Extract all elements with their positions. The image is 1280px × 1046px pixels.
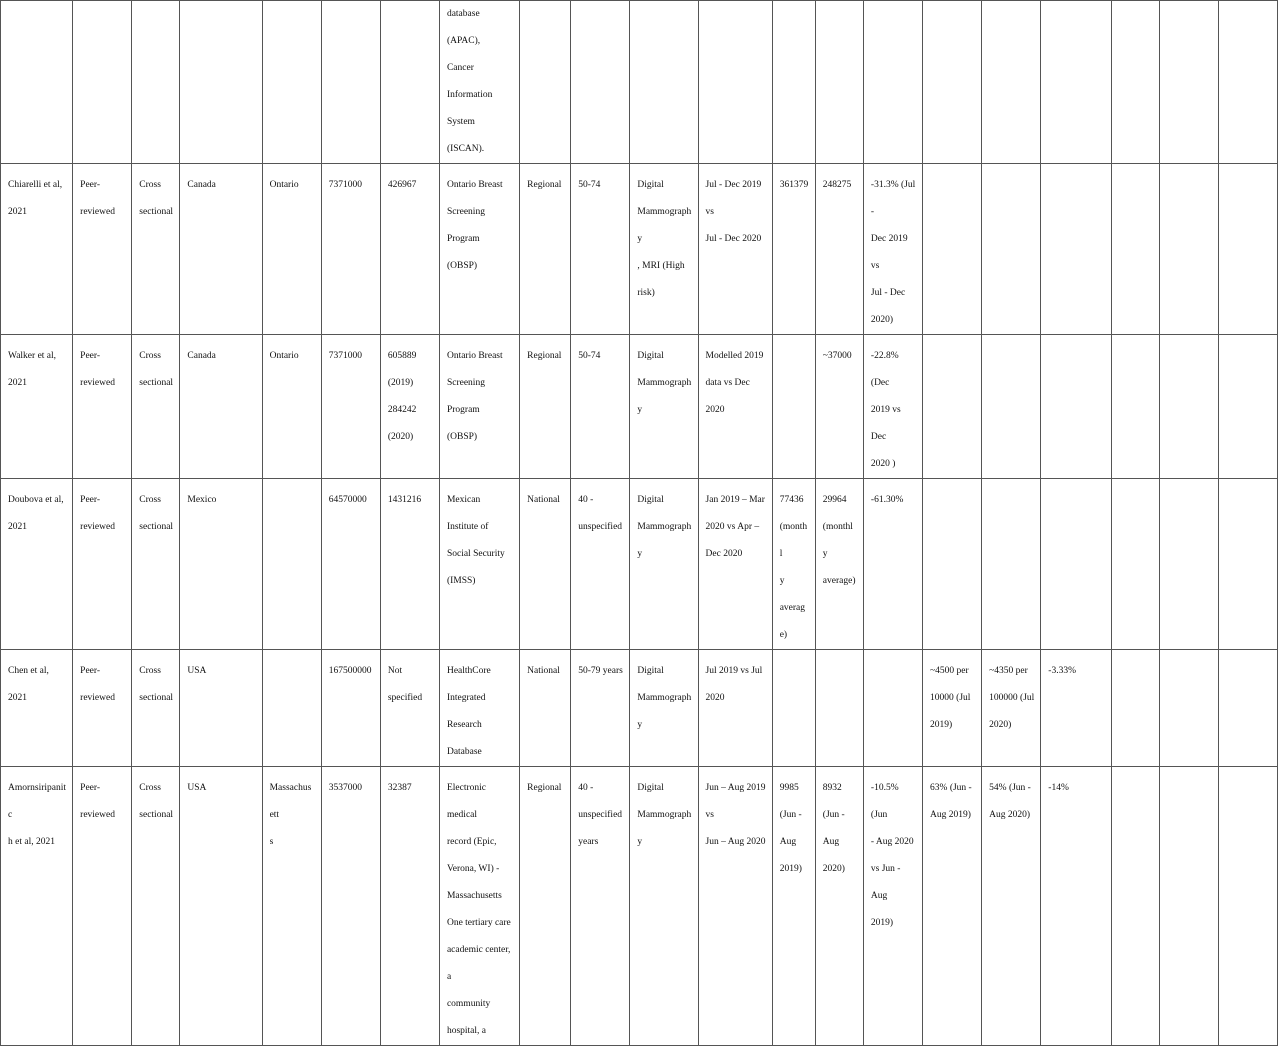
cell-line: 605889 <box>387 351 417 361</box>
cell-line: Dec 2019 vs <box>870 234 908 271</box>
cell-line: Chen et al, 2021 <box>8 666 49 703</box>
table-cell <box>321 650 380 767</box>
table-cell <box>520 650 571 767</box>
table-cell <box>321 335 380 479</box>
table-cell <box>571 164 630 335</box>
table-cell <box>630 479 698 650</box>
cell-line: Canada <box>187 180 216 190</box>
cell-line: 2019 vs Dec <box>870 405 901 442</box>
cell-line: Amornsiripanitc <box>8 783 67 820</box>
cell-line: 2021 <box>8 522 27 532</box>
table-cell <box>863 335 922 479</box>
table-cell <box>73 164 132 335</box>
table-cell <box>630 335 698 479</box>
cell-line: (OBSP) <box>446 261 478 271</box>
cell-line: 2020 <box>705 693 725 703</box>
cell-line: Ontario <box>269 180 299 190</box>
cell-line: 9985 <box>779 783 799 793</box>
table-cell <box>772 1 815 164</box>
cell-line: 63% (Jun - <box>930 783 972 793</box>
cell-line: 77436 <box>779 495 804 505</box>
cell-line: Jun – Aug 2019 <box>705 783 766 793</box>
table-cell <box>1 164 73 335</box>
cell-line: -3.33% <box>1048 666 1076 676</box>
table-row <box>1 767 1278 1046</box>
table-cell <box>772 767 815 1046</box>
cell-line: y <box>779 576 785 586</box>
table-cell <box>439 767 519 1046</box>
cell-line: sectional <box>139 693 174 703</box>
cell-line: Jul - Dec 2020 <box>705 234 762 244</box>
cell-line: (Jun - <box>779 810 802 820</box>
table-cell <box>863 767 922 1046</box>
cell-line: Peer- <box>80 666 101 676</box>
table-cell <box>1 650 73 767</box>
table-cell <box>698 1 772 164</box>
table-cell <box>923 335 982 479</box>
table-cell <box>698 164 772 335</box>
table-cell <box>863 479 922 650</box>
table-row <box>1 164 1278 335</box>
table-cell <box>1218 335 1277 479</box>
cell-line: System (ISCAN). <box>446 117 485 154</box>
cell-line: 2020) <box>870 315 894 325</box>
cell-line: 2019) <box>779 864 802 874</box>
table-cell <box>262 767 321 1046</box>
cell-line: reviewed <box>80 378 115 388</box>
cell-line: Mexico <box>187 495 217 505</box>
cell-line: Mammography <box>637 207 692 244</box>
table-cell <box>815 164 863 335</box>
cell-line: USA <box>187 783 207 793</box>
table-cell <box>262 479 321 650</box>
cell-line: (2020) <box>387 432 414 442</box>
cell-line: 8932 <box>822 783 842 793</box>
table-cell <box>815 650 863 767</box>
table-cell <box>180 164 262 335</box>
cell-line: USA <box>187 666 207 676</box>
cell-line: reviewed <box>80 810 115 820</box>
cell-line: 1431216 <box>387 495 422 505</box>
cell-line: 3537000 <box>328 783 362 793</box>
table-cell <box>321 479 380 650</box>
table-cell <box>380 650 439 767</box>
table-cell <box>863 164 922 335</box>
cell-line: Digital <box>637 495 664 505</box>
table-cell <box>73 479 132 650</box>
table-cell <box>630 1 698 164</box>
table-cell <box>380 767 439 1046</box>
table-cell <box>571 479 630 650</box>
cell-line: -61.30% <box>870 495 904 505</box>
cell-line: One tertiary care <box>446 918 511 928</box>
table-cell <box>132 650 180 767</box>
cell-line: Dec 2020 <box>705 549 743 559</box>
cell-line: 50-79 years <box>578 666 623 676</box>
table-cell <box>439 335 519 479</box>
cell-line: Peer- <box>80 783 101 793</box>
table-cell <box>698 479 772 650</box>
table-cell <box>380 164 439 335</box>
table-cell <box>1218 767 1277 1046</box>
table-cell <box>772 650 815 767</box>
cell-line: Mexican Institute of <box>446 495 489 532</box>
table-cell <box>1159 335 1218 479</box>
cell-line: Peer- <box>80 495 101 505</box>
cell-line: hospital, a <box>446 1026 487 1036</box>
table-cell <box>380 335 439 479</box>
table-cell <box>1112 650 1159 767</box>
cell-line: community <box>446 999 491 1009</box>
cell-line: National <box>527 495 560 505</box>
table-cell <box>982 1 1041 164</box>
cell-line: Peer- <box>80 351 101 361</box>
cell-line: record (Epic, <box>446 837 497 847</box>
cell-line: sectional <box>139 207 174 217</box>
table-cell <box>923 479 982 650</box>
table-cell <box>520 164 571 335</box>
cell-line: sectional <box>139 810 174 820</box>
table-cell <box>1159 479 1218 650</box>
table-cell <box>571 650 630 767</box>
cell-line: Mammography <box>637 810 692 847</box>
cell-line: ~4350 per <box>989 666 1028 676</box>
cell-line: (OBSP) <box>446 432 478 442</box>
cell-line: Digital <box>637 666 664 676</box>
table-cell <box>698 767 772 1046</box>
cell-line: Screening Program <box>446 378 485 415</box>
cell-line: Massachusett <box>269 783 312 820</box>
table-cell <box>923 650 982 767</box>
cell-line: sectional <box>139 378 174 388</box>
cell-line: Peer- <box>80 180 101 190</box>
table-cell <box>1041 479 1112 650</box>
table-cell <box>815 335 863 479</box>
table-cell <box>772 479 815 650</box>
table-cell <box>1112 335 1159 479</box>
cell-line: -10.5% (Jun <box>870 783 899 820</box>
cell-line: Regional <box>527 180 562 190</box>
cell-line: National <box>527 666 560 676</box>
cell-line: 2020) <box>822 864 845 874</box>
table-cell <box>321 1 380 164</box>
table-cell <box>815 479 863 650</box>
table-cell <box>180 335 262 479</box>
table-cell <box>982 164 1041 335</box>
cell-line: 2019) <box>870 918 894 928</box>
cell-line: academic center, a <box>446 945 511 982</box>
cell-line: Aug <box>779 837 797 847</box>
cell-line: -31.3% (Jul - <box>870 180 916 217</box>
cell-line: 248275 <box>822 180 852 190</box>
table-cell <box>1041 1 1112 164</box>
table-cell <box>321 164 380 335</box>
cell-line: Jul 2019 vs Jul <box>705 666 763 676</box>
table-cell <box>180 1 262 164</box>
cell-line: database (APAC), <box>446 9 481 46</box>
cell-line: - Aug 2020 <box>870 837 914 847</box>
cell-line: s <box>269 837 274 847</box>
table-cell <box>180 479 262 650</box>
cell-line: Cancer Information <box>446 63 493 100</box>
cell-line: (2019) <box>387 378 414 388</box>
cell-line: Mammography <box>637 693 692 730</box>
table-cell <box>815 767 863 1046</box>
cell-line: Verona, WI) - <box>446 864 500 874</box>
cell-line: Modelled 2019 <box>705 351 764 361</box>
table-cell <box>1112 164 1159 335</box>
cell-line: (IMSS) <box>446 576 476 586</box>
cell-line: Social Security <box>446 549 505 559</box>
cell-line: Ontario Breast <box>446 351 503 361</box>
table-cell <box>439 479 519 650</box>
table-row <box>1 1 1278 164</box>
table-row <box>1 650 1278 767</box>
cell-line: Cross <box>139 783 161 793</box>
table-cell <box>520 479 571 650</box>
cell-line: Jun – Aug 2020 <box>705 837 766 847</box>
table-cell <box>262 650 321 767</box>
cell-line: reviewed <box>80 207 115 217</box>
cell-line: Walker et al, <box>8 351 57 361</box>
cell-line: h et al, 2021 <box>8 837 55 847</box>
table-cell <box>772 164 815 335</box>
table-cell <box>1 1 73 164</box>
table-cell <box>73 767 132 1046</box>
table-cell <box>863 650 922 767</box>
cell-line: Electronic medical <box>446 783 486 820</box>
table-row <box>1 479 1278 650</box>
table-cell <box>132 479 180 650</box>
cell-line: Ontario <box>269 351 299 361</box>
table-cell <box>520 1 571 164</box>
table-cell <box>1041 767 1112 1046</box>
table-cell <box>863 1 922 164</box>
table-cell <box>630 767 698 1046</box>
cell-line: ~4500 per <box>930 666 969 676</box>
table-cell <box>132 164 180 335</box>
table-cell <box>180 767 262 1046</box>
table-cell <box>923 164 982 335</box>
table-cell <box>1041 164 1112 335</box>
table-cell <box>1112 479 1159 650</box>
table-cell <box>1159 767 1218 1046</box>
table-cell <box>571 1 630 164</box>
table-cell <box>1112 767 1159 1046</box>
table-cell <box>630 650 698 767</box>
cell-line: 54% (Jun - <box>989 783 1031 793</box>
cell-line: 29964 <box>822 495 847 505</box>
cell-line: Jul - Dec <box>870 288 906 298</box>
cell-line: (monthly <box>822 522 853 559</box>
cell-line: Doubova et al, <box>8 495 64 505</box>
cell-line: Database <box>446 747 482 757</box>
table-cell <box>439 1 519 164</box>
cell-line: Digital <box>637 783 664 793</box>
table-row <box>1 335 1278 479</box>
cell-line: Ontario Breast <box>446 180 503 190</box>
cell-line: 32387 <box>387 783 412 793</box>
cell-line: -14% <box>1048 783 1069 793</box>
table-cell <box>1218 164 1277 335</box>
cell-line: Aug <box>822 837 840 847</box>
cell-line: vs Jun - Aug <box>870 864 901 901</box>
table-cell <box>132 767 180 1046</box>
table-cell <box>1159 650 1218 767</box>
cell-line: vs <box>705 810 714 820</box>
table-cell <box>1159 1 1218 164</box>
table-cell <box>1 335 73 479</box>
cell-line: Jan 2019 – Mar <box>705 495 765 505</box>
cell-line: Integrated Research <box>446 693 486 730</box>
cell-line: Screening Program <box>446 207 485 244</box>
cell-line: 426967 <box>387 180 417 190</box>
cell-line: 100000 (Jul <box>989 693 1035 703</box>
table-cell <box>73 335 132 479</box>
table-cell <box>1218 650 1277 767</box>
table-cell <box>698 650 772 767</box>
cell-line: 361379 <box>779 180 809 190</box>
cell-line: 40 - <box>578 783 594 793</box>
table-cell <box>772 335 815 479</box>
table-cell <box>439 650 519 767</box>
table-cell <box>180 650 262 767</box>
table-cell <box>1218 479 1277 650</box>
cell-line: unspecified <box>578 522 623 532</box>
table-cell <box>132 1 180 164</box>
cell-line: 2020 vs Apr – <box>705 522 760 532</box>
cell-line: 10000 (Jul <box>930 693 971 703</box>
table-cell <box>73 1 132 164</box>
cell-line: reviewed <box>80 522 115 532</box>
cell-line: HealthCore <box>446 666 491 676</box>
table-cell <box>1159 164 1218 335</box>
table-cell <box>571 767 630 1046</box>
cell-line: 50-74 <box>578 180 601 190</box>
table-cell <box>698 335 772 479</box>
table-cell <box>982 479 1041 650</box>
cell-line: 64570000 <box>328 495 367 505</box>
cell-line: 50-74 <box>578 351 601 361</box>
table-cell <box>132 335 180 479</box>
cell-line: average) <box>822 576 856 586</box>
cell-line: Aug 2020) <box>989 810 1031 820</box>
table-cell <box>262 335 321 479</box>
cell-line: (Jun - <box>822 810 845 820</box>
cell-line: 2021 <box>8 378 27 388</box>
table-cell <box>571 335 630 479</box>
cell-line: ~37000 <box>822 351 852 361</box>
cell-line: reviewed <box>80 693 115 703</box>
cell-line: Cross <box>139 666 161 676</box>
cell-line: Digital <box>637 180 664 190</box>
cell-line: Chiarelli et al, <box>8 180 63 190</box>
table-cell <box>262 164 321 335</box>
cell-line: 2020 ) <box>870 459 896 469</box>
table-cell <box>73 650 132 767</box>
table-cell <box>1 767 73 1046</box>
table-cell <box>520 767 571 1046</box>
table-cell <box>630 164 698 335</box>
table-cell <box>1 479 73 650</box>
cell-line: Regional <box>527 783 562 793</box>
table-cell <box>815 1 863 164</box>
cell-line: average) <box>779 603 806 640</box>
cell-line: 2021 <box>8 207 27 217</box>
cell-line: 284242 <box>387 405 417 415</box>
table-cell <box>923 1 982 164</box>
table-cell <box>982 767 1041 1046</box>
table-cell <box>520 335 571 479</box>
table-cell <box>923 767 982 1046</box>
cell-line: 40 - <box>578 495 594 505</box>
cell-line: 2019) <box>930 720 953 730</box>
cell-line: 2020) <box>989 720 1012 730</box>
cell-line: Not specified <box>387 666 423 703</box>
table-cell <box>1112 1 1159 164</box>
cell-line: (monthl <box>779 522 808 559</box>
cell-line: Massachusetts <box>446 891 502 901</box>
table-cell <box>380 1 439 164</box>
table-cell <box>1041 650 1112 767</box>
cell-line: Mammography <box>637 522 692 559</box>
cell-line: Regional <box>527 351 562 361</box>
table-cell <box>321 767 380 1046</box>
cell-line: , MRI (High <box>637 261 685 271</box>
cell-line: Mammography <box>637 378 692 415</box>
table-cell <box>439 164 519 335</box>
cell-line: -22.8% (Dec <box>870 351 899 388</box>
table-cell <box>262 1 321 164</box>
cell-line: Digital <box>637 351 664 361</box>
table-cell <box>380 479 439 650</box>
cell-line: Jul - Dec 2019 vs <box>705 180 762 217</box>
cell-line: 7371000 <box>328 180 362 190</box>
table-cell <box>982 335 1041 479</box>
cell-line: data vs Dec 2020 <box>705 378 750 415</box>
cell-line: years <box>578 837 599 847</box>
cell-line: Aug 2019) <box>930 810 971 820</box>
cell-line: Cross <box>139 351 161 361</box>
cell-line: Cross <box>139 495 161 505</box>
cell-line: unspecified <box>578 810 623 820</box>
table-cell <box>1041 335 1112 479</box>
cell-line: 7371000 <box>328 351 362 361</box>
cell-line: 167500000 <box>328 666 372 676</box>
cell-line: risk) <box>637 288 655 298</box>
table-cell <box>982 650 1041 767</box>
cell-line: Cross <box>139 180 161 190</box>
table-cell <box>1218 1 1277 164</box>
cell-line: sectional <box>139 522 174 532</box>
cell-line: Canada <box>187 351 216 361</box>
